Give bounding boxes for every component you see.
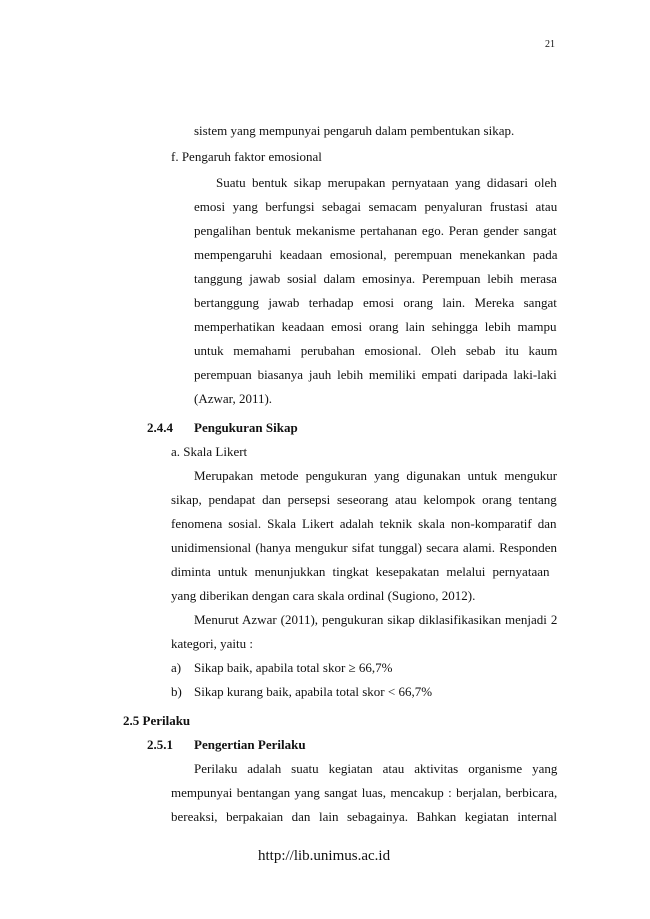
list-item-f: f. Pengaruh faktor emosional bbox=[171, 149, 322, 164]
paragraph-line: memperhatikan keadaan emosi orang lain sehingga lebih mampu bbox=[194, 319, 557, 334]
paragraph-line: sikap, pendapat dan persepsi seseorang atau kelompok orang tentang bbox=[171, 492, 557, 507]
list-text-a: Sikap baik, apabila total skor ≥ 66,7% bbox=[194, 660, 393, 675]
paragraph-line: perempuan biasanya jauh lebih memiliki empati daripada laki-laki bbox=[194, 367, 557, 382]
list-marker-a: a) bbox=[171, 660, 182, 675]
paragraph-line: mempengaruhi keadaan emosional, perempuan menekankan pada bbox=[194, 247, 558, 262]
paragraph-line: diminta untuk menunjukkan tingkat kesepakatan melalui pernyataan bbox=[171, 564, 550, 579]
paragraph-line: bertanggung jawab terhadap emosi orang lain. Mereka sangat bbox=[194, 295, 557, 310]
paragraph-line: bereaksi, berpakaian dan lain sebagainya. Bahkan kegiatan internal bbox=[171, 809, 558, 824]
paragraph-line: tanggung jawab sosial dalam emosinya. Perempuan lebih merasa bbox=[194, 271, 557, 286]
section-title-2-4-4: Pengukuran Sikap bbox=[194, 420, 298, 435]
section-number-2-4-4: 2.4.4 bbox=[147, 420, 173, 435]
paragraph-line: unidimensional (hanya mengukur sifat tunggal) secara alami. Responden bbox=[171, 540, 558, 555]
footer-url: http://lib.unimus.ac.id bbox=[258, 848, 391, 864]
continuation-line: sistem yang mempunyai pengaruh dalam pembentukan sikap. bbox=[194, 123, 515, 138]
section-number-2-5-1: 2.5.1 bbox=[147, 737, 173, 752]
list-item-a: a. Skala Likert bbox=[171, 444, 248, 459]
paragraph-line: fenomena sosial. Skala Likert adalah teknik skala non-komparatif dan bbox=[171, 516, 557, 531]
paragraph-line: kategori, yaitu : bbox=[171, 636, 253, 651]
section-title-2-5-1: Pengertian Perilaku bbox=[194, 737, 306, 752]
paragraph-line: (Azwar, 2011). bbox=[194, 391, 273, 406]
paragraph-line: pengalihan bentuk mekanisme pertahanan ego. Peran gender sangat bbox=[194, 223, 557, 238]
section-heading-2-5: 2.5 Perilaku bbox=[123, 713, 191, 728]
paragraph-line: untuk memahami perubahan emosional. Oleh sebab itu kaum bbox=[194, 343, 558, 358]
paragraph-line: Perilaku adalah suatu kegiatan atau aktivitas organisme yang bbox=[194, 761, 558, 776]
paragraph-line: Merupakan metode pengukuran yang digunakan untuk mengukur bbox=[194, 468, 558, 483]
paragraph-line: Menurut Azwar (2011), pengukuran sikap diklasifikasikan menjadi 2 bbox=[194, 612, 558, 627]
paragraph-line: emosi yang berfungsi sebagai semacam penyaluran frustasi atau bbox=[194, 199, 558, 214]
paragraph-line: Suatu bentuk sikap merupakan pernyataan yang didasari oleh bbox=[216, 175, 557, 190]
page-number: 21 bbox=[545, 39, 555, 50]
paragraph-line: mempunyai bentangan yang sangat luas, mencakup : berjalan, berbicara, bbox=[171, 785, 558, 800]
list-marker-b: b) bbox=[171, 684, 182, 699]
list-text-b: Sikap kurang baik, apabila total skor < 66,7% bbox=[194, 684, 433, 699]
paragraph-line: yang diberikan dengan cara skala ordinal (Sugiono, 2012). bbox=[171, 588, 476, 603]
